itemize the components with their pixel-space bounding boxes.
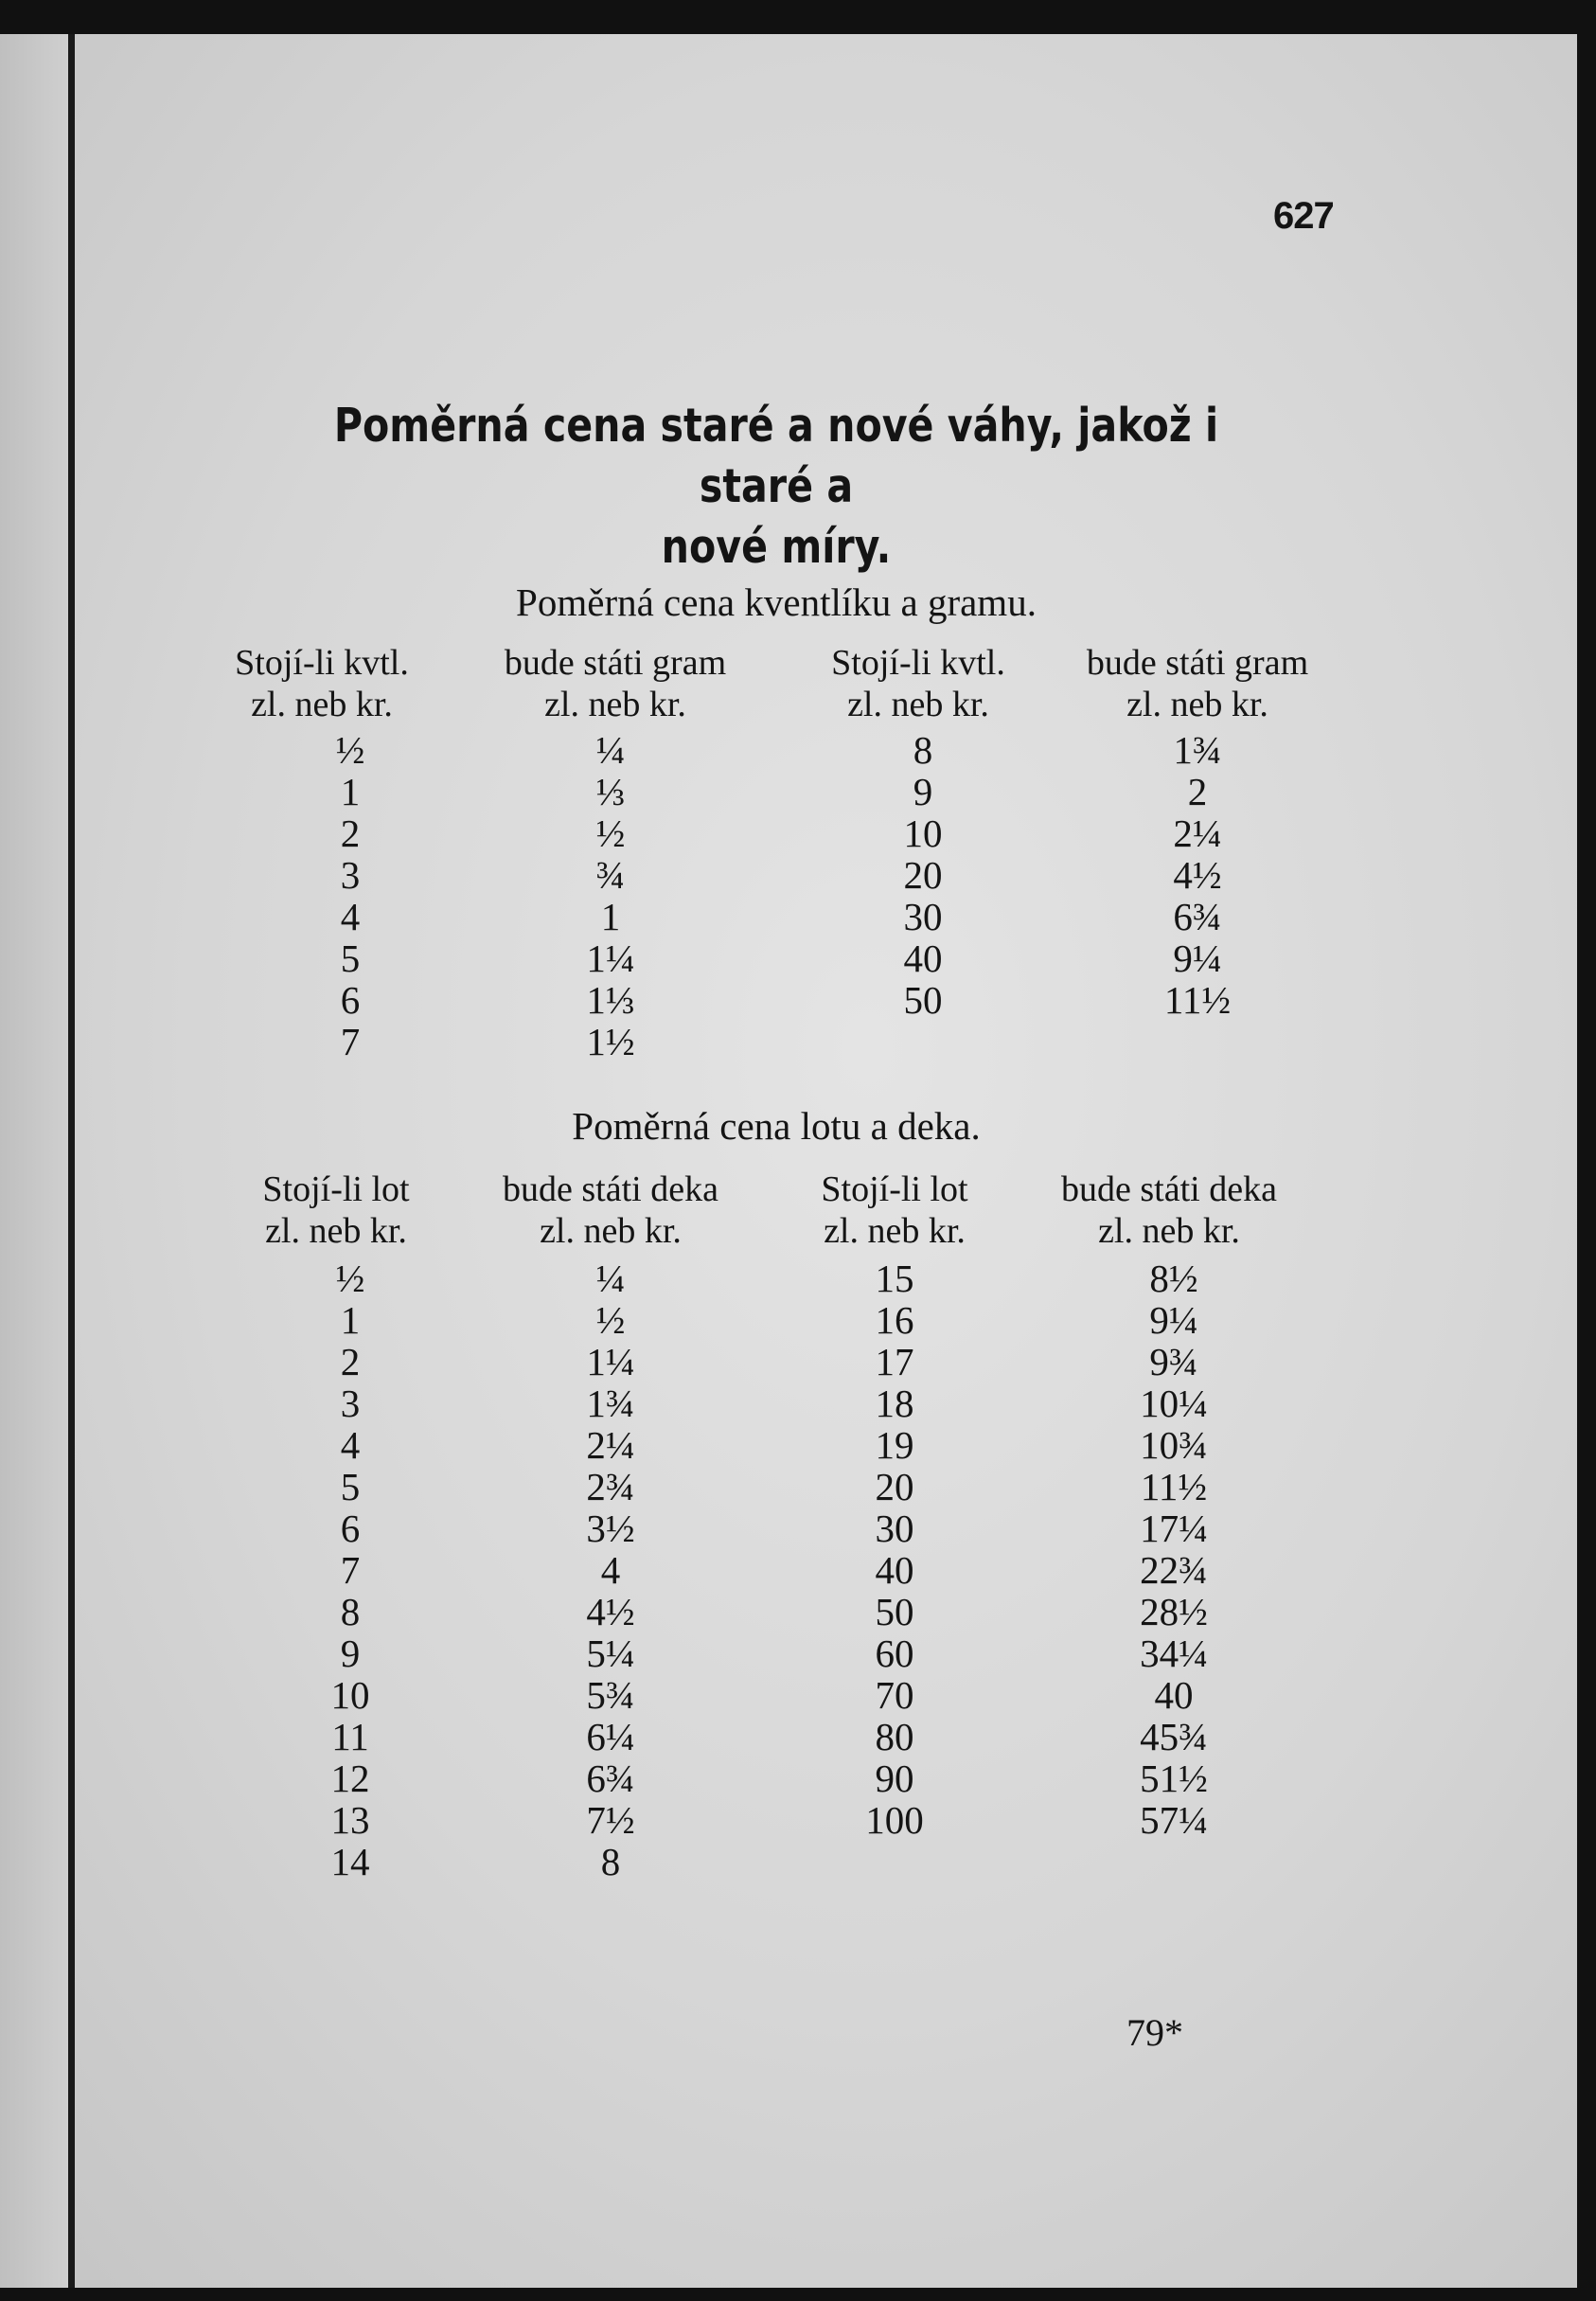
table-cell: ⅓ [595, 770, 626, 813]
table-cell: 1 [340, 770, 361, 813]
table-cell: 10¾ [1140, 1423, 1208, 1467]
header-unit: zl. neb kr. [544, 685, 686, 724]
table-cell: 4½ [586, 1590, 635, 1633]
table-cell: 3 [340, 1382, 361, 1425]
table-cell: 40 [903, 936, 943, 980]
table-cell: 6¾ [1173, 895, 1222, 938]
page-title [283, 396, 1269, 578]
table-cell: 6 [340, 1507, 361, 1550]
table1-col-kvtl-2 [857, 729, 989, 1021]
table-cell: 2 [1187, 770, 1208, 813]
table-cell: 5 [340, 936, 361, 980]
header-unit: zl. neb kr. [847, 685, 989, 724]
table-cell: 34¼ [1140, 1632, 1208, 1675]
header-unit: zl. neb kr. [1126, 685, 1268, 724]
table2-col-deka [540, 1258, 682, 1882]
table-cell: 15 [875, 1257, 914, 1300]
table2-header-price-lot-2 [771, 1168, 1018, 1252]
table-cell: ¼ [595, 728, 626, 772]
table-cell: 2¼ [586, 1423, 635, 1467]
table-cell: 4 [600, 1548, 621, 1592]
table2-header-price-deka-2 [1018, 1168, 1321, 1252]
gutter-shadow [0, 34, 68, 2288]
table-cell: 2 [340, 1340, 361, 1383]
printer-signature-mark: 79* [1126, 2011, 1183, 2054]
table-cell: 8 [340, 1590, 361, 1633]
header-line: bude státi gram [504, 643, 727, 683]
table-cell: 11½ [1163, 978, 1232, 1022]
table-cell: 6¼ [586, 1715, 635, 1758]
table-cell: ½ [595, 1298, 626, 1342]
table-cell: ½ [335, 728, 365, 772]
table1-col-gram [540, 729, 682, 1062]
title-line-2: nové míry. [661, 520, 892, 574]
table-cell: 1 [340, 1298, 361, 1342]
table-cell: 9¾ [1149, 1340, 1198, 1383]
table-cell: 4 [340, 895, 361, 938]
table-cell: 50 [903, 978, 943, 1022]
table2-header-price-lot [213, 1168, 459, 1252]
header-unit: zl. neb kr. [265, 1211, 407, 1251]
table-cell: 40 [875, 1548, 914, 1592]
table-cell: 7 [340, 1020, 361, 1063]
table-cell: 14 [330, 1840, 370, 1883]
table-cell: ½ [335, 1257, 365, 1300]
table-cell: 51½ [1140, 1757, 1208, 1800]
table-cell: 9 [913, 770, 933, 813]
table-cell: 1¼ [586, 1340, 635, 1383]
table2-col-lot-2 [828, 1258, 961, 1841]
table-cell: 4 [340, 1423, 361, 1467]
table-cell: 1¼ [586, 936, 635, 980]
header-line: bude státi deka [1061, 1169, 1277, 1209]
table-cell: 3 [340, 853, 361, 897]
table-cell: 12 [330, 1757, 370, 1800]
table-cell: 57¼ [1140, 1798, 1208, 1842]
header-line: bude státi deka [503, 1169, 718, 1209]
table-cell: ¾ [595, 853, 626, 897]
table-cell: 1½ [586, 1020, 635, 1063]
table-cell: 17 [875, 1340, 914, 1383]
table1-header-price-gram [473, 642, 757, 725]
table1-col-gram-2 [1122, 729, 1273, 1021]
table-cell: 80 [875, 1715, 914, 1758]
table1-header-price-kvtl-2 [786, 642, 1051, 725]
header-unit: zl. neb kr. [824, 1211, 966, 1251]
table-cell: 9¼ [1173, 936, 1222, 980]
table-cell: 20 [903, 853, 943, 897]
table-cell: ½ [595, 812, 626, 855]
header-line: Stojí-li lot [262, 1169, 410, 1209]
table1-col-kvtl [284, 729, 417, 1062]
table-cell: 50 [875, 1590, 914, 1633]
table-cell: 19 [875, 1423, 914, 1467]
table-cell: 18 [875, 1382, 914, 1425]
header-line: Stojí-li lot [821, 1169, 968, 1209]
table-cell: 17¼ [1140, 1507, 1208, 1550]
table-cell: 10¼ [1140, 1382, 1208, 1425]
header-line: Stojí-li kvtl. [831, 643, 1005, 683]
table-cell: 13 [330, 1798, 370, 1842]
table-cell: 2¾ [586, 1465, 635, 1508]
table-cell: 4½ [1173, 853, 1222, 897]
table-cell: 90 [875, 1757, 914, 1800]
table-cell: 100 [865, 1798, 924, 1842]
table-cell: 11 [331, 1715, 369, 1758]
header-unit: zl. neb kr. [251, 685, 393, 724]
table-cell: 9¼ [1149, 1298, 1198, 1342]
table1-header-price-gram-2 [1055, 642, 1339, 725]
table-cell: 5¼ [586, 1632, 635, 1675]
table1-header-price-kvtl [189, 642, 454, 725]
table-cell: 22¾ [1140, 1548, 1208, 1592]
table-cell: 1¾ [586, 1382, 635, 1425]
book-page [0, 34, 1577, 2288]
table-cell: ¼ [595, 1257, 626, 1300]
table-cell: 60 [875, 1632, 914, 1675]
header-line: bude státi gram [1086, 643, 1309, 683]
table-cell: 10 [903, 812, 943, 855]
table-cell: 5 [340, 1465, 361, 1508]
table-cell: 1 [600, 895, 621, 938]
title-line-1: Poměrná cena staré a nové váhy, jakož i staré a [333, 399, 1219, 513]
table-cell: 6¾ [586, 1757, 635, 1800]
page-number: 627 [1273, 195, 1334, 237]
gutter-line [68, 34, 75, 2288]
header-line: Stojí-li kvtl. [235, 643, 409, 683]
table-cell: 28½ [1140, 1590, 1208, 1633]
table-cell: 11½ [1140, 1465, 1208, 1508]
table-cell: 3½ [586, 1507, 635, 1550]
table-cell: 45¾ [1140, 1715, 1208, 1758]
table-cell: 8 [600, 1840, 621, 1883]
table-cell: 1⅓ [586, 978, 635, 1022]
table2-col-deka-2 [1089, 1258, 1259, 1841]
section-title-lot: Poměrná cena lotu a deka. [572, 1104, 981, 1148]
table-cell: 30 [903, 895, 943, 938]
table2-col-lot [284, 1258, 417, 1882]
table-cell: 8 [913, 728, 933, 772]
table-cell: 6 [340, 978, 361, 1022]
table-cell: 2¼ [1173, 812, 1222, 855]
table-cell: 8½ [1149, 1257, 1198, 1300]
table-cell: 16 [875, 1298, 914, 1342]
table-cell: 70 [875, 1673, 914, 1717]
table-cell: 2 [340, 812, 361, 855]
table-cell: 20 [875, 1465, 914, 1508]
table-cell: 9 [340, 1632, 361, 1675]
table-cell: 10 [330, 1673, 370, 1717]
header-unit: zl. neb kr. [540, 1211, 682, 1251]
table2-header-price-deka [459, 1168, 762, 1252]
table-cell: 1¾ [1173, 728, 1222, 772]
table-cell: 30 [875, 1507, 914, 1550]
table-cell: 7 [340, 1548, 361, 1592]
section-title-kventlik: Poměrná cena kventlíku a gramu. [516, 580, 1037, 624]
table-cell: 40 [1154, 1673, 1194, 1717]
table-cell: 7½ [586, 1798, 635, 1842]
header-unit: zl. neb kr. [1098, 1211, 1240, 1251]
table-cell: 5¾ [586, 1673, 635, 1717]
